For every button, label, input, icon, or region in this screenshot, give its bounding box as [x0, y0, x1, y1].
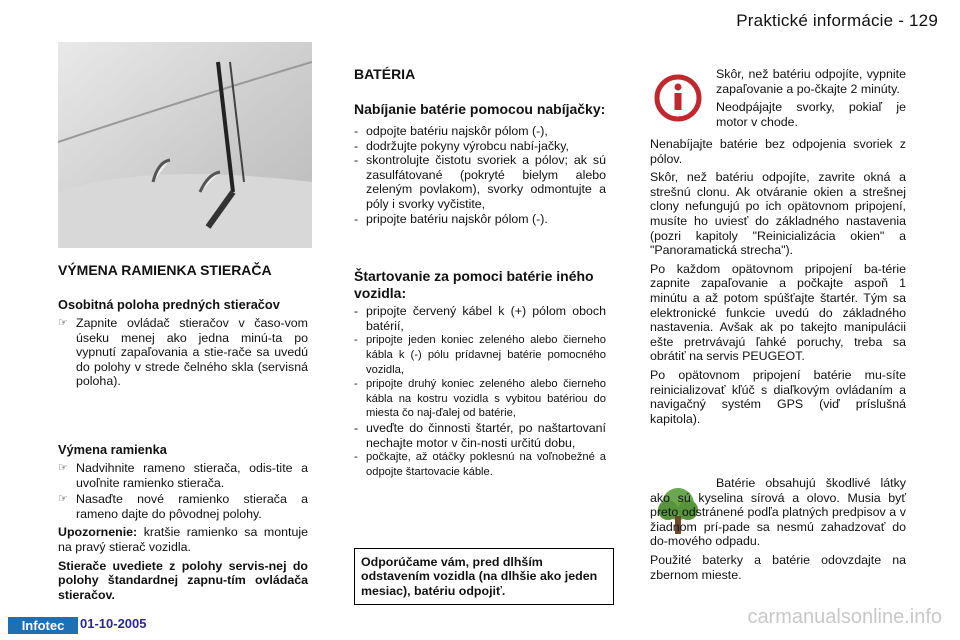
service-position-title: Osobitná poloha predných stieračov — [58, 297, 280, 312]
list-item: - odpojte batériu najskôr pólom (-), — [354, 124, 606, 139]
battery-notes — [650, 137, 906, 426]
list-item: - pripojte batériu najskôr pólom (-). — [354, 212, 606, 227]
wiper-section-title: VÝMENA RAMIENKA STIERAČA — [58, 262, 272, 278]
list-item: ☞ Nadvihnite rameno stierača, odis-tite a uvoľnite ramienko stierača. — [58, 461, 308, 490]
list-item: - pripojte druhý koniec zeleného alebo čierneho kábla na kostru vozidla s vybitou batériou do miesta čo naj-ďalej od batérie, — [354, 377, 606, 421]
list-item: ☞ Nasaďte nové ramienko stierača a rameno dajte do pôvodnej polohy. — [58, 492, 308, 521]
warning-paragraph: Skôr, než batériu odpojíte, vypnite zapaľovanie a po-čkajte 2 minúty. — [716, 67, 906, 96]
replace-blade-list — [58, 461, 308, 521]
warning-icon — [652, 74, 704, 122]
paragraph: Nenabíjajte batérie bez odpojenia svoriek z pólov. — [650, 137, 906, 166]
list-item: - počkajte, až otáčky poklesnú na voľnobežné a odpojte štartovacie káble. — [354, 450, 606, 479]
infotec-logo: Infotec — [8, 617, 78, 634]
battery-section-title: BATÉRIA — [354, 66, 416, 82]
note-body: kratšie ramienko sa montuje na pravý stierač vozidla. — [58, 525, 308, 554]
list-item: - uveďte do činnosti štartér, po naštartovaní nechajte motor v čin-nosti určitú dobu, — [354, 421, 606, 450]
paragraph: Skôr, než batériu odpojíte, zavrite okná a strešnú clonu. Ak otváranie okien a strešnej clony nefungujú po ich opätovnom pripojení, musíte ho uviesť do základného nastavenia (pozri kapitoly "Reinicializácia okien" a "Panoramatická strecha"). — [650, 170, 906, 258]
note-text — [58, 525, 308, 554]
note-label: Upozornenie: — [58, 525, 138, 540]
list-item: - pripojte jeden koniec zeleného alebo čierneho kábla k (-) pólu prídavnej batérie pomocného vozidla, — [354, 333, 606, 377]
warning-text — [716, 67, 906, 129]
final-instruction: Stierače uvediete z polohy servis-nej do polohy štandardnej zapnu-tím ovládača stieračov. — [58, 558, 308, 602]
charging-title: Nabíjanie batérie pomocou nabíjačky: — [354, 101, 606, 117]
paragraph: Po opätovnom pripojení batérie mu-síte reinicializovať kľúč s diaľkovým ovládaním a navigačný systém GPS (viď príslušná kapitola). — [650, 367, 906, 426]
page-header: Praktické informácie - 129 — [736, 11, 938, 30]
warning-paragraph: Neodpájajte svorky, pokiaľ je motor v chode. — [716, 100, 906, 129]
list-item: ☞ Zapnite ovládač stieračov v časo-vom úseku menej ako jedna minú-ta po vypnutí zapaľovania a stie-rače sa uvedú do polohy v strede čelného skla (servisná poloha). — [58, 316, 308, 389]
charging-list — [354, 124, 606, 226]
paragraph: Po každom opätovnom pripojení ba-térie zapnite zapaľovanie a počkajte aspoň 1 minútu a až potom spúšťajte štartér. Tým sa elektronické funkcie uvedú do základného nastavenia. Avšak ak po takejto manipulácii ešte pretrvávajú ľahké poruchy, treba sa obrátiť na servis PEUGEOT. — [650, 261, 906, 364]
watermark: carmanualsonline.info — [747, 606, 942, 628]
footer-date: 01-10-2005 — [80, 616, 147, 631]
jumpstart-title: Štartovanie za pomoci batérie iného vozidla: — [354, 268, 594, 302]
service-position-list — [58, 316, 308, 389]
recommendation-box: Odporúčame vám, pred dlhším odstavením vozidla (na dlhšie ako jeden mesiac), batériu odpojiť. — [354, 548, 614, 605]
battery-section — [354, 66, 606, 479]
wiper-illustration — [58, 42, 312, 248]
list-item: - skontrolujte čistotu svoriek a pólov; ak sú zasulfátované (pokryté bielym alebo zeleným povlakom), svorky odmontujte a póly i svorky vyčistite, — [354, 153, 606, 211]
environment-paragraph: Použité baterky a batérie odovzdajte na zbernom mieste. — [650, 552, 906, 582]
list-item: - pripojte červený kábel k (+) pólom oboch batérií, — [354, 304, 606, 333]
replace-blade-title: Výmena ramienka — [58, 441, 167, 457]
environment-section — [650, 476, 906, 582]
environment-paragraph: Batérie obsahujú škodlivé látky ako sú kyselina sírová a olovo. Musia byť preto odstránené podľa platných predpisov a v žiadnom prí-pade sa nesmú zahadzovať do do-mového odpadu. — [650, 476, 906, 549]
jumpstart-list — [354, 304, 606, 479]
list-item: - dodržujte pokyny výrobcu nabí-jačky, — [354, 139, 606, 154]
wiper-section — [58, 262, 308, 602]
